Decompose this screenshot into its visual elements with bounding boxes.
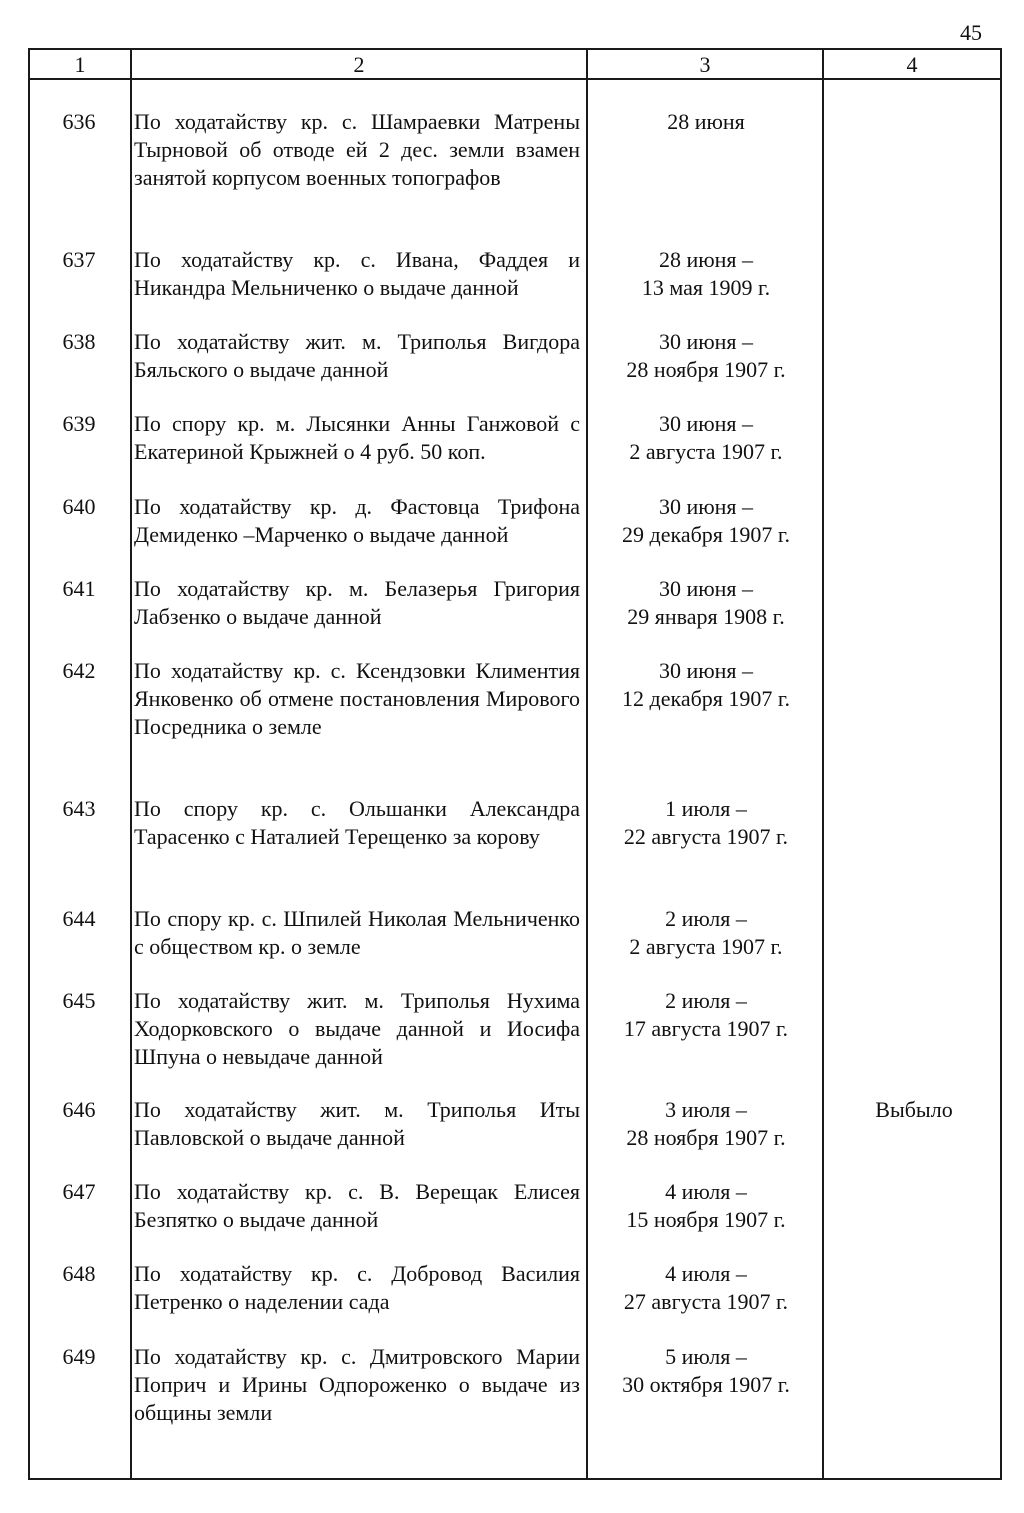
header-col-2: 2 [353, 52, 365, 77]
row-date-end: 2 августа 1907 г. [629, 934, 783, 959]
row-description: По ходатайству кр. с. В. Верещак Елисея Безпятко о выдаче данной [134, 1179, 580, 1232]
row-number: 640 [62, 494, 96, 519]
row-date-end: 29 января 1908 г. [627, 604, 785, 629]
row-dates [588, 905, 824, 961]
row-date-end: 12 декабря 1907 г. [622, 686, 790, 711]
row-date-end: 13 мая 1909 г. [641, 275, 771, 300]
row-number: 645 [62, 988, 96, 1013]
row-dates [588, 987, 824, 1043]
row-date-start: 28 июня – [658, 247, 754, 272]
row-description: По ходатайству кр. с. Добровод Василия Петренко о наделении сада [134, 1261, 580, 1314]
row-number: 647 [62, 1179, 96, 1204]
row-number: 641 [62, 576, 96, 601]
row-date-end: 15 ноября 1907 г. [626, 1207, 786, 1232]
header-col-3: 3 [699, 52, 711, 77]
row-number: 646 [62, 1097, 96, 1122]
row-description: По спору кр. с. Шпилей Николая Мельниченко с обществом кр. о земле [134, 906, 580, 959]
row-dates [588, 246, 824, 302]
row-number: 638 [62, 329, 96, 354]
row-number: 644 [62, 906, 96, 931]
row-number: 648 [62, 1261, 96, 1286]
row-description: По ходатайству жит. м. Триполья Вигдора Бяльского о выдаче данной [134, 329, 580, 382]
row-date-start: 4 июля – [665, 1179, 747, 1204]
row-date-start: 1 июля – [665, 796, 747, 821]
row-description: По ходатайству жит. м. Триполья Иты Павловской о выдаче данной [134, 1097, 580, 1150]
row-date-end: 17 августа 1907 г. [623, 1016, 789, 1041]
row-dates [588, 410, 824, 466]
row-number: 642 [62, 658, 96, 683]
archive-table [28, 48, 1002, 1480]
header-divider [30, 78, 1000, 80]
row-description: По ходатайству кр. с. Дмитровского Марии Поприч и Ирины Одпороженко о выдаче из общины земли [134, 1344, 580, 1425]
row-date-start: 30 июня – [658, 494, 754, 519]
row-description: По спору кр. с. Ольшанки Александра Тарасенко с Наталией Терещенко за корову [134, 796, 580, 849]
row-number: 636 [62, 109, 96, 134]
row-description: По ходатайству кр. с. Шамраевки Матрены Тырновой об отводе ей 2 дес. земли взамен занятой корпусом военных топографов [134, 109, 580, 190]
row-description: По ходатайству кр. м. Белазерья Григория Лабзенко о выдаче данной [134, 576, 580, 629]
row-dates [588, 1260, 824, 1316]
row-description: По спору кр. м. Лысянки Анны Ганжовой с Екатериной Крыжней о 4 руб. 50 коп. [134, 411, 580, 464]
row-date-start: 5 июля – [665, 1344, 747, 1369]
row-date-start: 3 июля – [665, 1097, 747, 1122]
row-date-start: 30 июня – [658, 411, 754, 436]
header-col-1: 1 [74, 52, 86, 77]
row-number: 649 [62, 1344, 96, 1369]
row-date-start: 4 июля – [665, 1261, 747, 1286]
row-dates [588, 1096, 824, 1152]
row-date-end: 2 августа 1907 г. [629, 439, 783, 464]
row-date-end: 28 ноября 1907 г. [626, 357, 786, 382]
row-number: 643 [62, 796, 96, 821]
row-dates [588, 795, 824, 851]
row-description: По ходатайству жит. м. Триполья Нухима Ходорковского о выдаче данной и Иосифа Шпуна о невыдаче данной [134, 988, 580, 1069]
header-col-4: 4 [906, 52, 918, 77]
page-number: 45 [960, 20, 982, 45]
row-date-start: 30 июня – [658, 658, 754, 683]
row-description: По ходатайству кр. д. Фастовца Трифона Демиденко –Марченко о выдаче данной [134, 494, 580, 547]
row-dates [588, 657, 824, 713]
row-date-start: 30 июня – [658, 329, 754, 354]
row-dates [588, 1343, 824, 1399]
row-date-end: 28 ноября 1907 г. [626, 1125, 786, 1150]
row-date-start: 2 июля – [665, 906, 747, 931]
row-date-end: 30 октября 1907 г. [622, 1372, 790, 1397]
row-number: 639 [62, 411, 96, 436]
row-date-end: 27 августа 1907 г. [623, 1289, 789, 1314]
row-date-start: 28 июня [667, 109, 745, 134]
column-divider [130, 50, 132, 1478]
row-note: Выбыло [875, 1097, 953, 1122]
row-dates [588, 328, 824, 384]
row-description: По ходатайству кр. с. Ксендзовки Климентия Янковенко об отмене постановления Мирового Посредника о земле [134, 658, 580, 739]
row-date-start: 30 июня – [658, 576, 754, 601]
row-date-end: 22 августа 1907 г. [623, 824, 789, 849]
row-date-start: 2 июля – [665, 988, 747, 1013]
row-dates [588, 108, 824, 136]
row-dates [588, 1178, 824, 1234]
row-dates [588, 575, 824, 631]
row-dates [588, 493, 824, 549]
row-date-end: 29 декабря 1907 г. [622, 522, 790, 547]
row-number: 637 [62, 247, 96, 272]
row-description: По ходатайству кр. с. Ивана, Фаддея и Никандра Мельниченко о выдаче данной [134, 247, 580, 300]
